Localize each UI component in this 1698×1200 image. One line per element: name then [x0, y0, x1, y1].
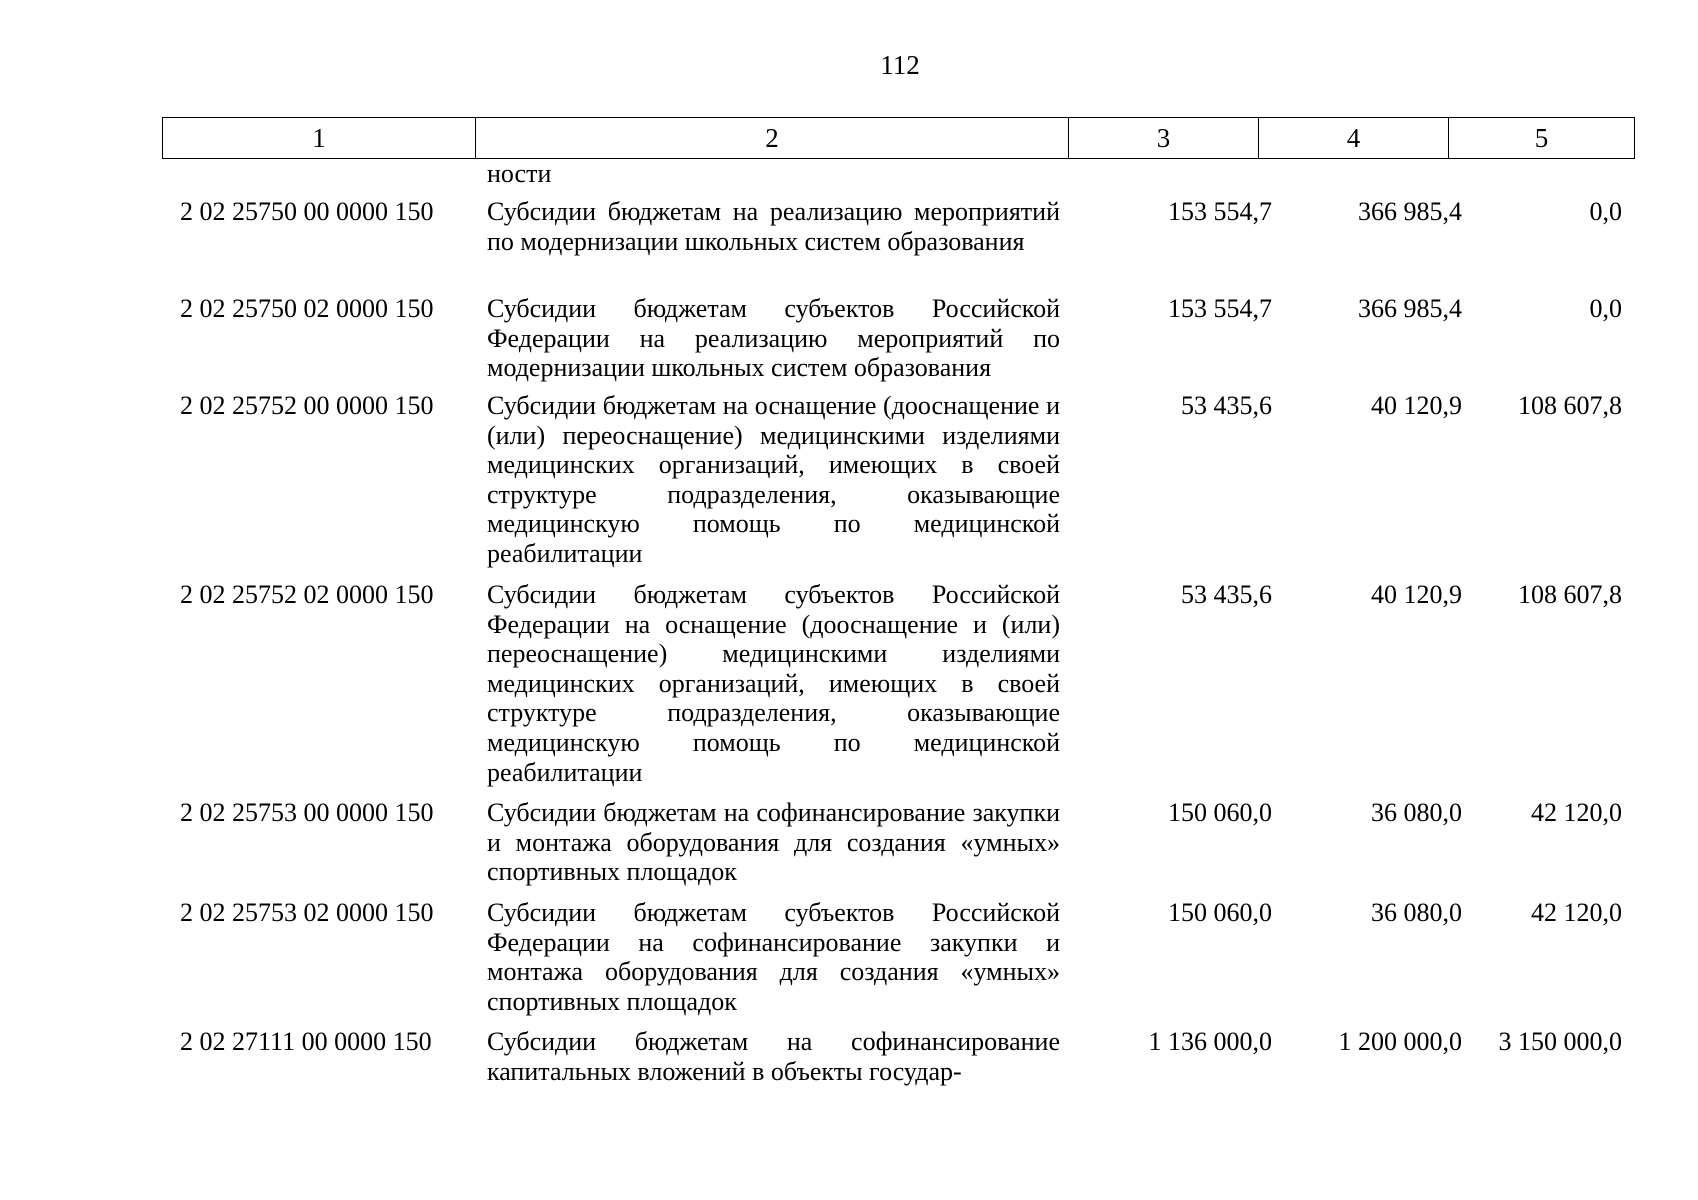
table-row — [162, 798, 1634, 887]
table-row — [162, 294, 1634, 383]
value-col-4: 366 985,4 — [1358, 294, 1462, 323]
table-row — [162, 197, 1634, 256]
value-col-4: 36 080,0 — [1371, 898, 1462, 927]
value-col-4: 36 080,0 — [1371, 798, 1462, 827]
budget-code: 2 02 25750 02 0000 150 — [180, 294, 434, 323]
budget-code: 2 02 25752 02 0000 150 — [180, 580, 434, 609]
page-number: 112 — [880, 50, 920, 80]
row-description: Субсидии бюджетам на софинансирование закупки и монтажа оборудования для создания «умных» спортивных площадок — [487, 798, 1060, 887]
budget-code: 2 02 25752 00 0000 150 — [180, 391, 434, 420]
budget-code: 2 02 25753 00 0000 150 — [180, 798, 434, 827]
row-description: Субсидии бюджетам субъектов Российской Федерации на софинансирование закупки и монтажа оборудования для создания «умных» спортивных площадок — [487, 898, 1060, 1016]
table-row — [162, 898, 1634, 1016]
value-col-4: 366 985,4 — [1358, 197, 1462, 226]
value-col-5: 108 607,8 — [1518, 580, 1622, 609]
header-col-3: 3 — [1069, 118, 1259, 159]
continued-description-text: ности — [487, 159, 552, 188]
row-description: Субсидии бюджетам на софинансирование капитальных вложений в объекты государ- — [487, 1027, 1060, 1086]
header-col-1: 1 — [163, 118, 476, 159]
value-col-4: 40 120,9 — [1371, 391, 1462, 420]
row-description: Субсидии бюджетам на реализацию мероприятий по модернизации школьных систем образования — [487, 197, 1060, 256]
table-row — [162, 1027, 1634, 1086]
value-col-3: 150 060,0 — [1168, 898, 1272, 927]
value-col-3: 153 554,7 — [1168, 197, 1272, 226]
value-col-4: 40 120,9 — [1371, 580, 1462, 609]
row-description: Субсидии бюджетам субъектов Российской Федерации на оснащение (дооснащение и (или) переоснащение) медицинскими изделиями медицинских организаций, имеющих в своей структуре подразделения, оказывающие медицинскую помощь по медицинской реабилитации — [487, 580, 1060, 787]
table-row — [162, 580, 1634, 787]
value-col-3: 53 435,6 — [1181, 391, 1272, 420]
value-col-5: 3 150 000,0 — [1498, 1027, 1622, 1056]
value-col-5: 42 120,0 — [1531, 798, 1622, 827]
value-col-5: 0,0 — [1589, 294, 1622, 323]
value-col-5: 0,0 — [1589, 197, 1622, 226]
header-col-5: 5 — [1449, 118, 1635, 159]
value-col-3: 153 554,7 — [1168, 294, 1272, 323]
header-row — [163, 118, 1635, 159]
value-col-3: 53 435,6 — [1181, 580, 1272, 609]
value-col-5: 108 607,8 — [1518, 391, 1622, 420]
value-col-3: 150 060,0 — [1168, 798, 1272, 827]
row-description: Субсидии бюджетам на оснащение (дооснащение и (или) переоснащение) медицинскими изделиями медицинских организаций, имеющих в своей структуре подразделения, оказывающие медицинскую помощь по медицинской реабилитации — [487, 391, 1060, 568]
budget-code: 2 02 25753 02 0000 150 — [180, 898, 434, 927]
header-col-4: 4 — [1259, 118, 1449, 159]
budget-code: 2 02 25750 00 0000 150 — [180, 197, 434, 226]
column-number-header — [162, 117, 1635, 159]
table-row — [162, 391, 1634, 568]
budget-code: 2 02 27111 00 0000 150 — [180, 1027, 432, 1056]
value-col-3: 1 136 000,0 — [1148, 1027, 1272, 1056]
value-col-5: 42 120,0 — [1531, 898, 1622, 927]
value-col-4: 1 200 000,0 — [1338, 1027, 1462, 1056]
row-description: Субсидии бюджетам субъектов Российской Федерации на реализацию мероприятий по модернизации школьных систем образования — [487, 294, 1060, 383]
header-col-2: 2 — [476, 118, 1069, 159]
